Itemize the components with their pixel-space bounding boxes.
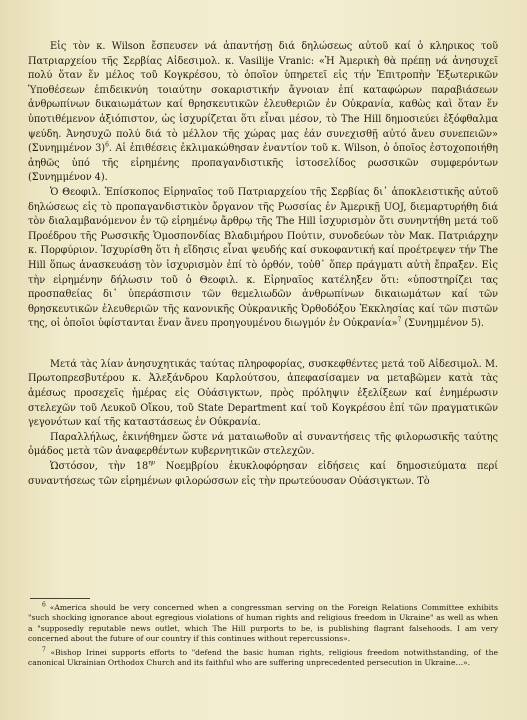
footnote-7 [28,648,498,669]
paragraph-3-text: Μετά τὰς λίαν ἀνησυχητικάς ταύτας πληροφορίας, συσκεφθέντες μετά τοῦ Αἰδεσιμολ. Μ. Πρωτοπρεσβυτέρου κ. Ἀλεξάνδρου Καρλούτσου, ἀπεφασίσαμεν να μεταβῶμεν κατὰ τὰς ἀμέσως προσεχεῖς ἡμέρας εἰς Οὐάσιγκτων, πρὸς πρόληψιν ἐξελίξεων καί ἐνημέρωσιν στελεχῶν τοῦ Λευκοῦ Οἴκου, τοῦ State Department καί τοῦ Κογκρέσου ἐπί τῶν πραγματικῶν γεγονότων καί τῆς καταστάσεως ἐν Οὐκρανία. [28,358,498,429]
paragraph-3 [28,358,498,431]
paragraph-2-text: Ὁ Θεοφιλ. Ἐπίσκοπος Εἰρηναῖος τοῦ Πατριαρχείου τῆς Σερβίας δι᾽ ἀποκλειστικῆς αὐτοῦ δηλώσεως εἰς τὸ προπαγανδιστικὸν ὄργανον τῆς Ρωσσίας ἐν Ἀμερικῇ UOJ, διεμαρτυρήθη διά τὸν διαλαμβανόμενον ἐν τῷ εἰρημένῳ ἄρθρῳ τῆς The Hill ἰσχυρισμὸν ὅτι συνηντήθη μετά τοῦ Προέδρου τῆς Ρωσσικῆς Ὁμοσπονδίας Βλαδιμήρου Πούτιν, συνοδεύων τὸν Μακ. Πατριάρχην κ. Πορφύριον. Ἰσχυρίσθη ὅτι ἡ εἴδησις εἶναι ψευδής καί συκοφαντική καί προέτρεψεν τήν The Hill ὅπως ἀνασκευάσῃ τὸν ἰσχυρισμὸν ἐπί τὸ ὀρθόν, τοὐθ᾽ ὅπερ πράγματι αὐτὴ ἔπραξεν. Εἰς τὴν εἰρημένην δήλωσιν τοῦ ὁ Θεοφιλ. κ. Εἰρηναῖος κατέληξεν ὅτι: «ὑποστηρίζει τας προσπαθείας δι᾽ ὑπεράσπισιν τῶν θεμελιωδῶν ἀνθρωπίνων δικαιωμάτων καί τῶν θρησκευτικῶν ἐλευθεριῶν τῆς κανονικῆς Οὐκρανικῆς Ὀρθοδόξου Ἐκκλησίας καί τῶν πιστῶν της, οἱ ὁποῖοι ὑφίστανται ἕναν ἄνευ προηγουμένου διωγμόν ἐν Οὐκρανία» [28,186,498,330]
footnote-6 [28,603,498,645]
footnote-6-text: «America should be very concerned when a congressman serving on the Foreign Relations Committee exhibits "such shocking ignorance about egregious violations of human rights and religious freedom in Ukraine" as well as when a "supposedly reputable news outlet, which The Hill purports to be, is publishing flagrant falsehoods. I am very concerned about the future of our country if this continues without repercussions». [28,603,498,644]
body-text [28,40,498,489]
paragraph-1 [28,40,498,186]
paragraph-5-text-cont: Νοεμβρίου ἐκυκλοφόρησαν εἰδήσεις καί δημοσιεύματα περί συναντήσεως τῶν εἰρημένων φιλορώσσων εἰς τὴν πρωτεύουσαν Οὐάσιγκτων. Τὸ [28,461,498,487]
paragraph-2 [28,186,498,332]
paragraph-5-text: Ὡστόσον, τὴν 18 [50,461,149,473]
paragraph-2-text-cont: (Συνημμένον 5). [401,318,484,330]
paragraph-5 [28,460,498,489]
footnote-7-text: «Bishop Irinei supports efforts to "defend the basic human rights, religious freedom notwithstanding, of the canonical Ukrainian Orthodox Church and its faithful who are suffering unprecedented persecution in Ukraine…». [28,647,498,668]
paragraph-4-text: Παραλλήλως, ἐκινήθημεν ὥστε νά ματαιωθοῦν αἱ συναντήσεις τῆς φιλορωσικῆς ταύτης ὁμάδος μετὰ τῶν ἀναφερθέντων κυβερνητικῶν στελεχῶν. [28,431,498,458]
paragraph-1-text: Εἰς τὸν κ. Wilson ἔσπευσεν νά ἀπαντήσῃ διά δηλώσεως αὐτοῦ καί ὁ κληρικος τοῦ Πατριαρχείου τῆς Σερβίας Αἰδεσιμολ. κ. Vasilije Vranic: «Ἡ Ἀμερικὴ θὰ πρέπῃ νά ἀνησυχεῖ πολύ ὅταν ἕν μέλος τοῦ Κογκρέσου, τὸ ὁποῖον ὑπηρετεῖ εἰς τήν Ἐπιτροπὴν Ἐξωτερικῶν Ὑποθέσεων ἐπιδεικνύη τοιαύτην σοκαριστικήν ἄγνοιαν ἐπί καταφώρων παραβιάσεων ἀνθρωπίνων δικαιωμάτων καί θρησκευτικῶν ἐλευθεριῶν ἐν Οὐκρανία, καθὼς καὶ ὅταν ἕν ὑποτιθέμενον ἀξιόπιστον, ὡς ἰσχυρίζεται ὅτι εἶναι μέσον, τὸ The Hill δημοσιεύει ἐξόφθαλμα ψεύδη. Ἀνησυχῶ πολύ διά τὸ μέλλον τῆς χώρας μας ἐάν συνεχισθῇ αὐτό ἄνευ συνεπειῶν» (Συνημμένον 3) [28,41,498,155]
footnotes [28,603,498,671]
paragraph-1-text-cont: . Αἱ ἐπιθέσεις ἐκλιμακώθησαν ἐναντίον τοῦ κ. Wilson, ὁ ὁποῖος ἐστοχοποιήθη ἀηθῶς ὑπό τῆς εἰρημένης προπαγανδιστικῆς ἱστοσελίδος ρωσσικῶν συμφερόντων (Συνημμένον 4). [28,143,498,184]
ordinal-suffix: ην [148,459,156,467]
footnote-6-number: 6 [42,601,46,609]
footnote-ref-6: 6 [105,141,109,149]
footnote-ref-7: 7 [397,317,402,325]
footnote-divider [30,598,90,599]
paragraph-4 [28,431,498,460]
footnote-7-number: 7 [42,646,46,654]
